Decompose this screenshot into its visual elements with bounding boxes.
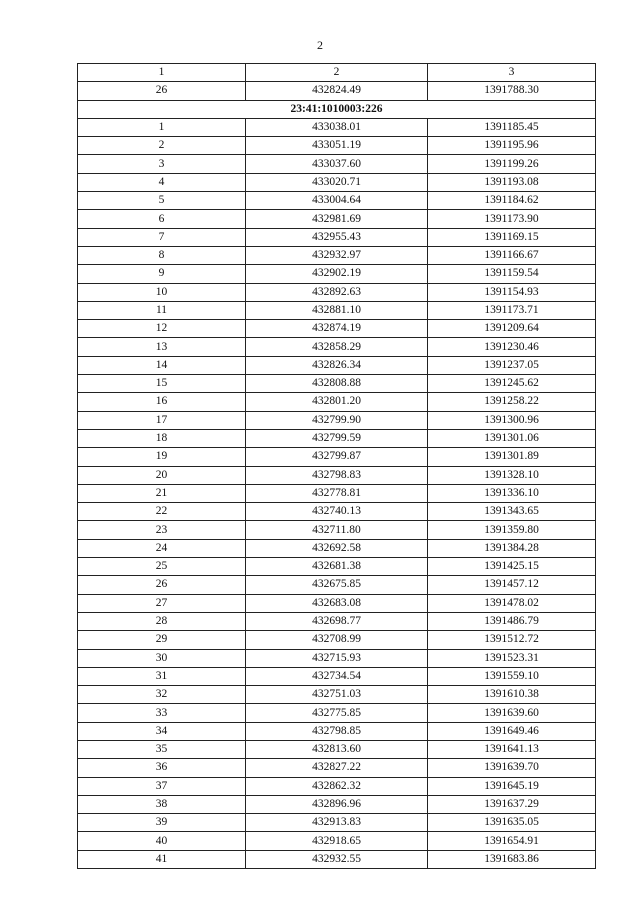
point-number-cell: 26 bbox=[78, 576, 246, 594]
x-coordinate-cell: 432734.54 bbox=[246, 667, 428, 685]
x-coordinate-cell: 432813.60 bbox=[246, 740, 428, 758]
point-number-cell: 7 bbox=[78, 228, 246, 246]
y-coordinate-cell: 1391486.79 bbox=[428, 612, 596, 630]
point-number-cell: 8 bbox=[78, 246, 246, 264]
y-coordinate-cell: 1391166.67 bbox=[428, 246, 596, 264]
point-number-cell: 26 bbox=[78, 82, 246, 100]
x-coordinate-cell: 432874.19 bbox=[246, 320, 428, 338]
point-number-cell: 34 bbox=[78, 722, 246, 740]
point-number-cell: 37 bbox=[78, 777, 246, 795]
table-row bbox=[78, 686, 596, 704]
point-number-cell: 10 bbox=[78, 283, 246, 301]
section-header-row bbox=[78, 100, 596, 118]
y-coordinate-cell: 1391635.05 bbox=[428, 814, 596, 832]
point-number-cell: 25 bbox=[78, 558, 246, 576]
x-coordinate-cell: 432715.93 bbox=[246, 649, 428, 667]
y-coordinate-cell: 1391209.64 bbox=[428, 320, 596, 338]
point-number-cell: 14 bbox=[78, 356, 246, 374]
x-coordinate-cell: 432981.69 bbox=[246, 210, 428, 228]
table-row bbox=[78, 375, 596, 393]
y-coordinate-cell: 1391184.62 bbox=[428, 192, 596, 210]
x-coordinate-cell: 432740.13 bbox=[246, 503, 428, 521]
x-coordinate-cell: 432692.58 bbox=[246, 539, 428, 557]
coordinates-table bbox=[77, 63, 596, 869]
y-coordinate-cell: 1391258.22 bbox=[428, 393, 596, 411]
point-number-cell: 24 bbox=[78, 539, 246, 557]
y-coordinate-cell: 1391159.54 bbox=[428, 265, 596, 283]
point-number-cell: 13 bbox=[78, 338, 246, 356]
x-coordinate-cell: 432932.55 bbox=[246, 850, 428, 868]
x-coordinate-cell: 432826.34 bbox=[246, 356, 428, 374]
table-row bbox=[78, 82, 596, 100]
table-row bbox=[78, 667, 596, 685]
point-number-cell: 4 bbox=[78, 173, 246, 191]
y-coordinate-cell: 1391193.08 bbox=[428, 173, 596, 191]
point-number-cell: 12 bbox=[78, 320, 246, 338]
x-coordinate-cell: 432778.81 bbox=[246, 484, 428, 502]
x-coordinate-cell: 432827.22 bbox=[246, 759, 428, 777]
table-row bbox=[78, 411, 596, 429]
y-coordinate-cell: 1391301.06 bbox=[428, 429, 596, 447]
y-coordinate-cell: 1391683.86 bbox=[428, 850, 596, 868]
point-number-cell: 15 bbox=[78, 375, 246, 393]
header-row bbox=[78, 64, 596, 82]
table-row bbox=[78, 795, 596, 813]
point-number-cell: 41 bbox=[78, 850, 246, 868]
y-coordinate-cell: 1391173.90 bbox=[428, 210, 596, 228]
point-number-cell: 38 bbox=[78, 795, 246, 813]
header-cell-y: 3 bbox=[428, 64, 596, 82]
point-number-cell: 27 bbox=[78, 594, 246, 612]
y-coordinate-cell: 1391154.93 bbox=[428, 283, 596, 301]
table-row bbox=[78, 448, 596, 466]
y-coordinate-cell: 1391169.15 bbox=[428, 228, 596, 246]
y-coordinate-cell: 1391195.96 bbox=[428, 137, 596, 155]
point-number-cell: 32 bbox=[78, 686, 246, 704]
point-number-cell: 23 bbox=[78, 521, 246, 539]
x-coordinate-cell: 432932.97 bbox=[246, 246, 428, 264]
point-number-cell: 9 bbox=[78, 265, 246, 283]
x-coordinate-cell: 432892.63 bbox=[246, 283, 428, 301]
y-coordinate-cell: 1391328.10 bbox=[428, 466, 596, 484]
table-row bbox=[78, 503, 596, 521]
y-coordinate-cell: 1391230.46 bbox=[428, 338, 596, 356]
x-coordinate-cell: 432858.29 bbox=[246, 338, 428, 356]
point-number-cell: 39 bbox=[78, 814, 246, 832]
y-coordinate-cell: 1391173.71 bbox=[428, 301, 596, 319]
point-number-cell: 16 bbox=[78, 393, 246, 411]
y-coordinate-cell: 1391512.72 bbox=[428, 631, 596, 649]
table-row bbox=[78, 832, 596, 850]
point-number-cell: 40 bbox=[78, 832, 246, 850]
x-coordinate-cell: 432711.80 bbox=[246, 521, 428, 539]
y-coordinate-cell: 1391425.15 bbox=[428, 558, 596, 576]
table-row bbox=[78, 301, 596, 319]
table-row bbox=[78, 283, 596, 301]
point-number-cell: 6 bbox=[78, 210, 246, 228]
y-coordinate-cell: 1391649.46 bbox=[428, 722, 596, 740]
y-coordinate-cell: 1391641.13 bbox=[428, 740, 596, 758]
x-coordinate-cell: 432801.20 bbox=[246, 393, 428, 411]
x-coordinate-cell: 432675.85 bbox=[246, 576, 428, 594]
point-number-cell: 35 bbox=[78, 740, 246, 758]
y-coordinate-cell: 1391610.38 bbox=[428, 686, 596, 704]
table-row bbox=[78, 759, 596, 777]
y-coordinate-cell: 1391237.05 bbox=[428, 356, 596, 374]
point-number-cell: 3 bbox=[78, 155, 246, 173]
x-coordinate-cell: 432955.43 bbox=[246, 228, 428, 246]
y-coordinate-cell: 1391185.45 bbox=[428, 118, 596, 136]
table-row bbox=[78, 649, 596, 667]
table-row bbox=[78, 558, 596, 576]
x-coordinate-cell: 432881.10 bbox=[246, 301, 428, 319]
table-row bbox=[78, 228, 596, 246]
y-coordinate-cell: 1391457.12 bbox=[428, 576, 596, 594]
x-coordinate-cell: 432824.49 bbox=[246, 82, 428, 100]
y-coordinate-cell: 1391245.62 bbox=[428, 375, 596, 393]
point-number-cell: 1 bbox=[78, 118, 246, 136]
y-coordinate-cell: 1391639.60 bbox=[428, 704, 596, 722]
y-coordinate-cell: 1391199.26 bbox=[428, 155, 596, 173]
table-row bbox=[78, 210, 596, 228]
y-coordinate-cell: 1391359.80 bbox=[428, 521, 596, 539]
point-number-cell: 5 bbox=[78, 192, 246, 210]
table-row bbox=[78, 118, 596, 136]
table-row bbox=[78, 814, 596, 832]
y-coordinate-cell: 1391523.31 bbox=[428, 649, 596, 667]
y-coordinate-cell: 1391343.65 bbox=[428, 503, 596, 521]
x-coordinate-cell: 433051.19 bbox=[246, 137, 428, 155]
x-coordinate-cell: 433037.60 bbox=[246, 155, 428, 173]
y-coordinate-cell: 1391645.19 bbox=[428, 777, 596, 795]
coordinates-table-body bbox=[78, 64, 596, 869]
point-number-cell: 29 bbox=[78, 631, 246, 649]
table-row bbox=[78, 722, 596, 740]
y-coordinate-cell: 1391384.28 bbox=[428, 539, 596, 557]
y-coordinate-cell: 1391301.89 bbox=[428, 448, 596, 466]
point-number-cell: 36 bbox=[78, 759, 246, 777]
table-row bbox=[78, 704, 596, 722]
point-number-cell: 18 bbox=[78, 429, 246, 447]
y-coordinate-cell: 1391300.96 bbox=[428, 411, 596, 429]
x-coordinate-cell: 432808.88 bbox=[246, 375, 428, 393]
table-row bbox=[78, 777, 596, 795]
y-coordinate-cell: 1391788.30 bbox=[428, 82, 596, 100]
page-number: 2 bbox=[317, 38, 323, 52]
table-row bbox=[78, 246, 596, 264]
point-number-cell: 30 bbox=[78, 649, 246, 667]
point-number-cell: 22 bbox=[78, 503, 246, 521]
x-coordinate-cell: 432799.59 bbox=[246, 429, 428, 447]
point-number-cell: 20 bbox=[78, 466, 246, 484]
y-coordinate-cell: 1391336.10 bbox=[428, 484, 596, 502]
table-row bbox=[78, 429, 596, 447]
y-coordinate-cell: 1391478.02 bbox=[428, 594, 596, 612]
table-row bbox=[78, 539, 596, 557]
x-coordinate-cell: 433020.71 bbox=[246, 173, 428, 191]
table-row bbox=[78, 192, 596, 210]
x-coordinate-cell: 433038.01 bbox=[246, 118, 428, 136]
x-coordinate-cell: 432913.83 bbox=[246, 814, 428, 832]
table-row bbox=[78, 521, 596, 539]
y-coordinate-cell: 1391637.29 bbox=[428, 795, 596, 813]
cadastral-number: 23:41:1010003:226 bbox=[78, 100, 596, 118]
point-number-cell: 17 bbox=[78, 411, 246, 429]
x-coordinate-cell: 432799.90 bbox=[246, 411, 428, 429]
x-coordinate-cell: 432896.96 bbox=[246, 795, 428, 813]
point-number-cell: 28 bbox=[78, 612, 246, 630]
y-coordinate-cell: 1391559.10 bbox=[428, 667, 596, 685]
x-coordinate-cell: 432798.83 bbox=[246, 466, 428, 484]
table-row bbox=[78, 356, 596, 374]
point-number-cell: 33 bbox=[78, 704, 246, 722]
table-row bbox=[78, 155, 596, 173]
table-row bbox=[78, 338, 596, 356]
table-row bbox=[78, 576, 596, 594]
table-row bbox=[78, 393, 596, 411]
point-number-cell: 31 bbox=[78, 667, 246, 685]
point-number-cell: 19 bbox=[78, 448, 246, 466]
point-number-cell: 2 bbox=[78, 137, 246, 155]
table-row bbox=[78, 850, 596, 868]
x-coordinate-cell: 432708.99 bbox=[246, 631, 428, 649]
x-coordinate-cell: 432681.38 bbox=[246, 558, 428, 576]
x-coordinate-cell: 432862.32 bbox=[246, 777, 428, 795]
x-coordinate-cell: 432751.03 bbox=[246, 686, 428, 704]
x-coordinate-cell: 432775.85 bbox=[246, 704, 428, 722]
x-coordinate-cell: 432902.19 bbox=[246, 265, 428, 283]
y-coordinate-cell: 1391639.70 bbox=[428, 759, 596, 777]
table-row bbox=[78, 265, 596, 283]
point-number-cell: 21 bbox=[78, 484, 246, 502]
x-coordinate-cell: 432698.77 bbox=[246, 612, 428, 630]
header-cell-point: 1 bbox=[78, 64, 246, 82]
table-row bbox=[78, 173, 596, 191]
header-cell-x: 2 bbox=[246, 64, 428, 82]
x-coordinate-cell: 433004.64 bbox=[246, 192, 428, 210]
table-row bbox=[78, 612, 596, 630]
x-coordinate-cell: 432683.08 bbox=[246, 594, 428, 612]
table-row bbox=[78, 320, 596, 338]
table-row bbox=[78, 631, 596, 649]
x-coordinate-cell: 432918.65 bbox=[246, 832, 428, 850]
table-row bbox=[78, 466, 596, 484]
table-row bbox=[78, 484, 596, 502]
table-row bbox=[78, 740, 596, 758]
point-number-cell: 11 bbox=[78, 301, 246, 319]
x-coordinate-cell: 432798.85 bbox=[246, 722, 428, 740]
table-row bbox=[78, 137, 596, 155]
y-coordinate-cell: 1391654.91 bbox=[428, 832, 596, 850]
table-row bbox=[78, 594, 596, 612]
x-coordinate-cell: 432799.87 bbox=[246, 448, 428, 466]
